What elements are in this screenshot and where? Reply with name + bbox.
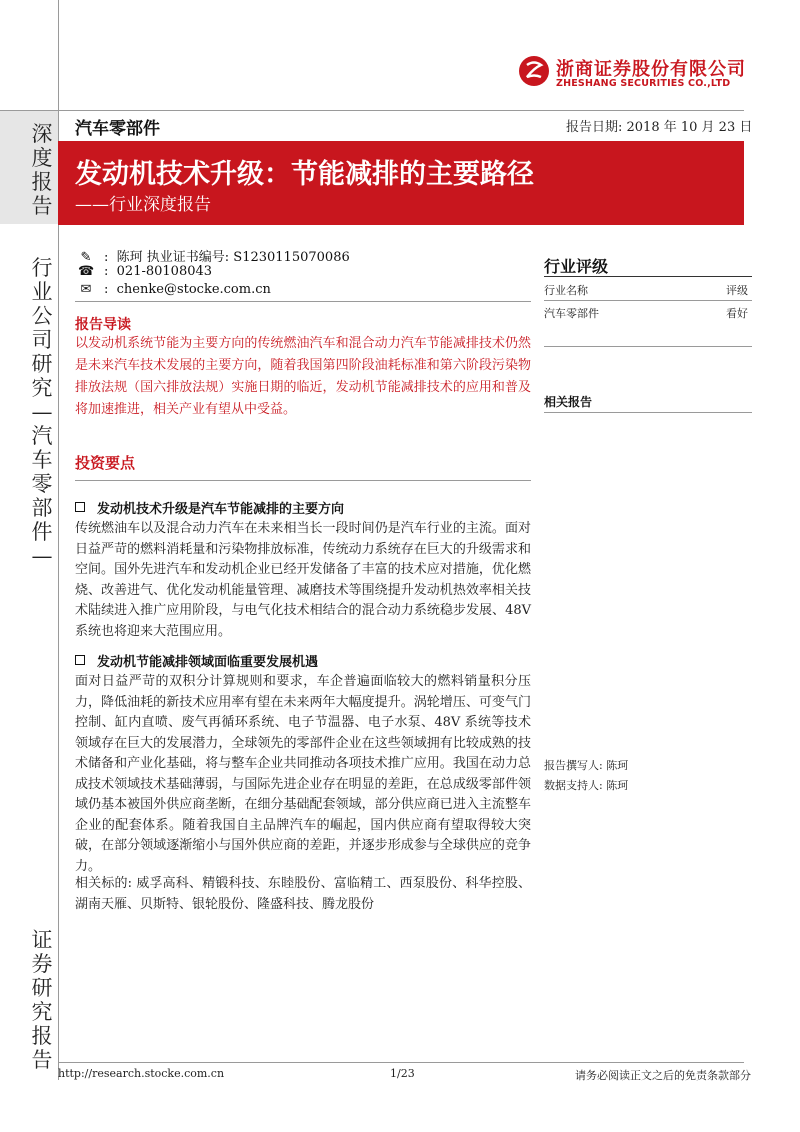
report-date: 报告日期: 2018 年 10 月 23 日 <box>566 120 753 135</box>
email-link[interactable]: chenke@stocke.com.cn <box>116 282 271 297</box>
related-stocks: 相关标的: 威孚高科、精锻科技、东睦股份、富临精工、西泵股份、科华控股、湖南天雁、贝斯特、银轮股份、隆盛科技、腾龙股份 <box>75 876 531 912</box>
company-name-cn: 浙商证券股份有限公司 <box>556 59 746 80</box>
side-label-middle: 行 业 公 司 研 究 — 汽 车 零 部 件 — <box>31 256 53 568</box>
page-number: 1/23 <box>390 1067 415 1080</box>
email-line: ✉ : chenke@stocke.com.cn <box>78 282 271 297</box>
rating-col2-header: 评级 <box>726 284 748 297</box>
rating-col1-header: 行业名称 <box>544 284 588 297</box>
report-writer: 报告撰写人: 陈珂 <box>544 759 629 772</box>
report-subtitle: ——行业深度报告 <box>75 195 211 215</box>
phone-line: ☎ : 021-80108043 <box>78 264 213 279</box>
data-supporter: 数据支持人: 陈珂 <box>544 779 629 792</box>
checkbox-bullet-icon <box>75 655 85 665</box>
report-title: 发动机技术升级：节能减排的主要路径 <box>75 159 534 190</box>
contact-divider <box>75 301 531 302</box>
phone-icon: ☎ <box>78 264 95 279</box>
rating-top-rule <box>544 276 752 277</box>
analyst-line: ✎ : 陈珂 执业证书编号: S1230115070086 <box>78 246 350 265</box>
side-label-top: 深 度 报 告 <box>31 122 53 218</box>
footer-rule <box>58 1062 744 1063</box>
side-label-bottom: 证 券 研 究 报 告 <box>31 928 53 1072</box>
point-1-title: 发动机技术升级是汽车节能减排的主要方向 <box>75 498 344 517</box>
rating-row-value: 看好 <box>726 307 748 320</box>
header-divider <box>0 110 744 111</box>
checkbox-bullet-icon <box>75 502 85 512</box>
investment-divider <box>75 480 531 481</box>
point-2-text: 面对日益严苛的双积分计算规则和要求，车企普遍面临较大的燃料销量积分压力，降低油耗的新技术应用率有望在未来两年大幅度提升。涡轮增压、可变气门控制、缸内直喷、废气再循环系统、电子节温器、电子水泵、48V 系统等技术领域存在巨大的发展潜力，全球领先的零部件企业在这些领域拥有比较成熟的技术储备和产业化基础，将与整车企业共同推动各项技术推广应用。我国在动力总成技术领域技术基础薄弱，与国际先进企业存在明显的差距，在总成级零部件领域仍基本被国外供应商垄断，在细分基础配套领域，部分供应商已进入主流整车企业的配套体系。随着我国自主品牌汽车的崛起，国内供应商有望取得较大突破，在部分领域逐渐缩小与国外供应商的差距，并逐步形成参与全球供应的竞争力。 <box>75 674 531 874</box>
summary-heading: 报告导读 <box>75 317 131 333</box>
rating-bottom-rule <box>544 346 752 347</box>
company-name-en: ZHESHANG SECURITIES CO.,LTD <box>556 78 731 89</box>
rating-header-rule <box>544 300 752 301</box>
related-reports-rule <box>544 412 752 413</box>
footer-url-link[interactable]: http://research.stocke.com.cn <box>58 1067 225 1080</box>
summary-text: 以发动机系统节能为主要方向的传统燃油汽车和混合动力汽车节能减排技术仍然是未来汽车技术发展的主要方向，随着我国第四阶段油耗标准和第六阶段污染物排放法规（国六排放法规）实施日期的临近，发动机节能减排技术的应用和普及将加速推进，相关产业有望从中受益。 <box>75 336 531 417</box>
industry-label: 汽车零部件 <box>75 119 160 139</box>
company-logo-icon <box>519 56 549 86</box>
point-1-text: 传统燃油车以及混合动力汽车在未来相当长一段时间仍是汽车行业的主流。面对日益严苛的燃料消耗量和污染物排放标准，传统动力系统存在巨大的升级需求和空间。国外先进汽车和发动机企业已经开发储备了丰富的技术应对措施，优化燃烧、改善进气、优化发动机能量管理、减磨技术等围绕提升发动机热效率相关技术陆续进入推广应用阶段，与电气化技术相结合的混合动力系统稳步发展、48V 系统也将迎来大范围应用。 <box>75 521 531 639</box>
rating-heading: 行业评级 <box>544 257 609 276</box>
pen-icon: ✎ <box>80 250 92 265</box>
rating-row-name: 汽车零部件 <box>544 307 599 320</box>
related-reports-heading: 相关报告 <box>544 395 593 409</box>
disclaimer-note: 请务必阅读正文之后的免责条款部分 <box>575 1069 751 1082</box>
point-2-title: 发动机节能减排领域面临重要发展机遇 <box>75 651 318 670</box>
mail-icon: ✉ <box>80 282 92 297</box>
investment-heading: 投资要点 <box>75 454 136 472</box>
